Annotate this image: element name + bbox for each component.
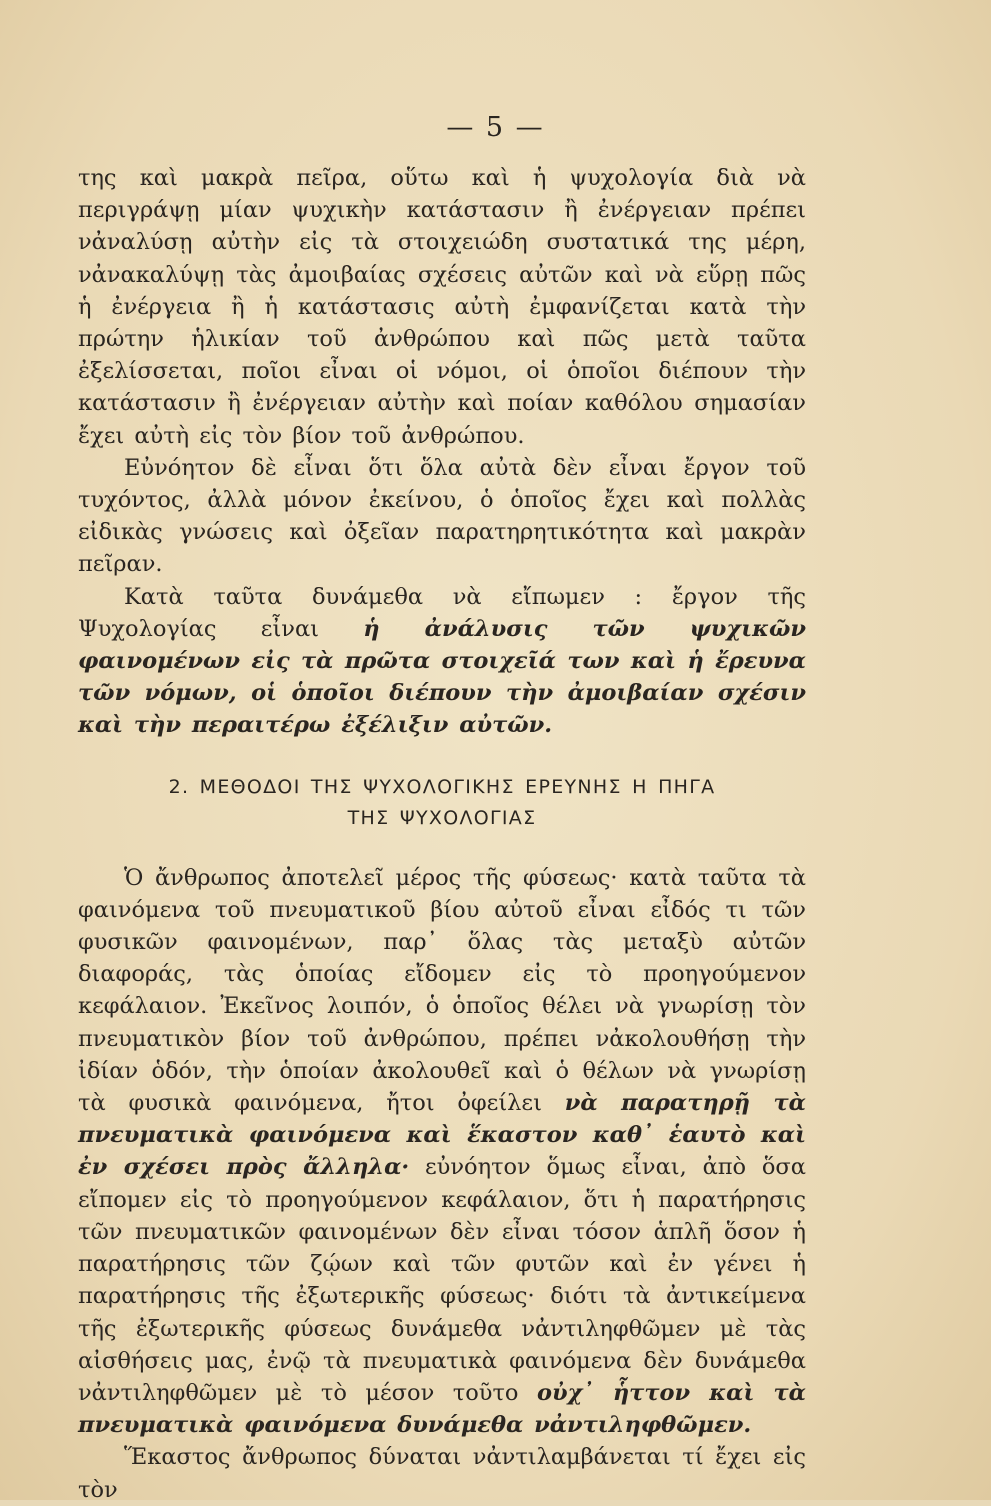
paragraph-1: της καὶ μακρὰ πεῖρα, οὕτω καὶ ἡ ψυχολογία διὰ νὰ περιγράψῃ μίαν ψυχικὴν κατάστασιν ἢ ἐνέργειαν πρέπει νἀναλύσῃ αὐτὴν εἰς τὰ στοιχειώδη συστατικά της μέρη, νἀνακαλύψῃ τὰς ἀμοιβαίας σχέσεις αὐτῶν καὶ νὰ εὕρῃ πῶς ἡ ἐνέργεια ἢ ἡ κατάστασις αὐτὴ ἐμφανίζεται κατὰ τὴν πρώτην ἡλικίαν τοῦ ἀνθρώπου καὶ πῶς μετὰ ταῦτα ἐξελίσσεται, ποῖοι εἶναι οἱ νόμοι, οἱ ὁποῖοι διέπουν τὴν κατάστασιν ἢ ἐνέργειαν αὐτὴν καὶ ποίαν καθόλου σημασίαν ἔχει αὐτὴ εἰς τὸν βίον τοῦ ἀνθρώπου. [78, 165, 806, 449]
section-heading-line-1: 2. ΜΕΘΟΔΟΙ ΤΗΣ ΨΥΧΟΛΟΓΙΚΗΣ ΕΡΕΥΝΗΣ Η ΠΗΓΑ [168, 775, 716, 798]
page-number: — 5 — [446, 112, 545, 143]
paragraph-5: Ἕκαστος ἄνθρωπος δύναται νἀντιλαμβάνεται τί ἔχει εἰς τὸν [78, 1444, 806, 1503]
section-heading-line-2: ΤΗΣ ΨΥΧΟΛΟΓΙΑΣ [347, 806, 537, 829]
paragraph-2: Εὐνόητον δὲ εἶναι ὅτι ὅλα αὐτὰ δὲν εἶναι ἔργον τοῦ τυχόντος, ἀλλὰ μόνον ἐκείνου, ὁ ὁποῖος ἔχει καὶ πολλὰς εἰδικὰς γνώσεις καὶ ὀξεῖαν παρατηρητικότητα καὶ μακρὰν πεῖραν. [78, 454, 806, 578]
paragraph-4-text-a: Ὁ ἄνθρωπος ἀποτελεῖ μέρος τῆς φύσεως· κατὰ ταῦτα τὰ φαινόμενα τοῦ πνευματικοῦ βίου αὐτοῦ εἶναι εἶδός τι τῶν φυσικῶν φαινομένων, παρ᾿ ὅλας τὰς μεταξὺ αὐτῶν διαφοράς, τὰς ὁποίας εἴδομεν εἰς τὸ προηγούμενον κεφάλαιον. Ἐκεῖνος λοιπόν, ὁ ὁποῖος θέλει νὰ γνωρίσῃ τὸν πνευματικὸν βίον τοῦ ἀνθρώπου, πρέπει νἀκολουθήσῃ τὴν ἰδίαν ὁδόν, τὴν ὁποίαν ἀκολουθεῖ καὶ ὁ θέλων νὰ γνωρίσῃ τὰ φυσικὰ φαινόμενα, ἤτοι ὀφείλει [78, 864, 806, 1117]
definition-emphasis: ἡ ἀνάλυσις τῶν ψυχικῶν φαινομένων εἰς τὰ πρῶτα στοιχεῖά των καὶ ἡ ἔρευνα τῶν νόμων, οἱ ὁποῖοι διέπουν τὴν ἀμοιβαίαν σχέσιν καὶ τὴν περαιτέρω ἐξέλιξιν αὐτῶν. [78, 615, 807, 739]
paragraph-3 [78, 581, 806, 742]
paragraph-3-text: Κατὰ ταῦτα δυνάμεθα νὰ εἴπωμεν : ἔργον τῆς Ψυχολογίας εἶναι [78, 583, 806, 642]
perception-emphasis: οὐχ᾿ ἧττον καὶ τὰ πνευματικὰ φαινόμενα δυνάμεθα νἀντιληφθῶμεν. [78, 1379, 806, 1439]
paragraph-4 [78, 862, 806, 1442]
section-heading [78, 772, 806, 834]
paragraph-4-text-c: εὐνόητον ὅμως εἶναι, ἀπὸ ὅσα εἴπομεν εἰς τὸ προηγούμενον κεφάλαιον, ὅτι ἡ παρατήρησις τῶν πνευματικῶν φαινομένων δὲν εἶναι τόσον ἁπλῆ ὅσον ἡ παρατήρησις τῶν ζῴων καὶ τῶν φυτῶν καὶ ἐν γένει ἡ παρατήρησις τῆς ἐξωτερικῆς φύσεως· διότι τὰ ἀντικείμενα τῆς ἐξωτερικῆς φύσεως δυνάμεθα νἀντιληφθῶμεν μὲ τὰς αἰσθήσεις μας, ἐνῷ τὰ πνευματικὰ φαινόμενα δὲν δυνάμεθα νἀντιληφθῶμεν μὲ τὸ μέσον τοῦτο [78, 1154, 806, 1406]
observation-emphasis: νὰ παρατηρῇ τὰ πνευματικὰ φαινόμενα καὶ ἕκαστον καθ᾿ ἑαυτὸ καὶ ἐν σχέσει πρὸς ἄλληλα· [78, 1090, 806, 1181]
body-text [78, 162, 806, 1506]
